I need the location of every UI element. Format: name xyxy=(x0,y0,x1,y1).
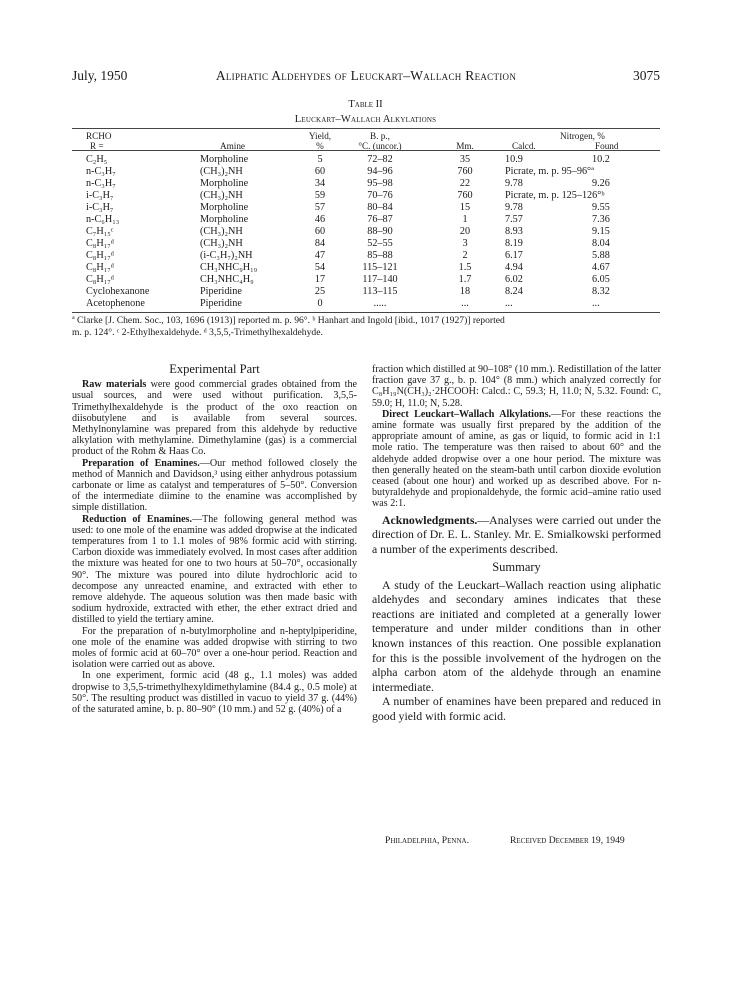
header-title: Aliphatic Aldehydes of Leuckart–Wallach Reaction xyxy=(215,68,517,83)
paragraph-fraction: fraction which distilled at 90–108° (10 mm.). Redistillation of the latter fraction gave 37 g., b. p. 104° (8 mm.) which analyzed correctly for C₈H₁₉N(CH₃)₂·2HCOOH: Calcd.: C, 59.3; H, 11.0; N, 5.32. Found: C, 59.0; H, 11.0; N, 5.28. xyxy=(372,364,661,409)
paragraph-text: —Our method followed closely the method of Mannich and Davidson,³ using either anhydrous potassium carbonate or lime as catalyst and temperatures of 5–50°. Conversion of the intermediate diimine to the enamine was accomplished by simple distillation. xyxy=(72,457,357,514)
table-number: Table II xyxy=(348,99,383,110)
table-cell-nitrogen-note: Picrate, m. p. 125–126°ᵇ xyxy=(505,190,605,201)
table-cell-bp: 70–76 xyxy=(367,190,393,201)
paragraph-butylmorpholine: For the preparation of n-butylmorpholine and n-heptylpiperidine, one mole of the enamine was added dropwise with stirring to two moles of formic acid at 60–70° over a one-hour period. Reaction and isolation were carried out as above. xyxy=(72,625,357,671)
table-cell-mm: 15 xyxy=(459,202,471,213)
table-cell-amine: Morpholine xyxy=(200,214,249,225)
section-heading-summary: Summary xyxy=(492,560,541,575)
table-cell-r: C₈H₁₇ᵈ xyxy=(86,238,114,249)
right-column xyxy=(372,364,661,724)
header-yield: Yield, xyxy=(308,131,332,141)
table-cell-r: i-C₃H₇ xyxy=(86,202,114,213)
table-cell-yield: 57 xyxy=(314,202,326,213)
header-date: July, 1950 xyxy=(72,68,128,83)
header-rcho: RCHO xyxy=(86,131,112,141)
table-cell-yield: 54 xyxy=(314,262,326,273)
header-bp: B. p., xyxy=(370,131,390,141)
table-cell-bp: 85–88 xyxy=(367,250,393,261)
table-cell-yield: 25 xyxy=(314,286,326,297)
section-heading-experimental: Experimental Part xyxy=(169,362,260,376)
table-cell-r: n-C₃H₇ xyxy=(86,178,116,189)
paragraph-lead: Reduction of Enamines. xyxy=(82,513,192,525)
table-cell-found: 4.67 xyxy=(592,262,610,273)
table-cell-r: C₂H₅ xyxy=(86,154,108,165)
table-cell-r: Acetophenone xyxy=(86,298,145,309)
table-cell-r: C₈H₁₇ᵈ xyxy=(86,274,114,285)
header-calcd: Calcd. xyxy=(512,141,536,151)
paragraph-summary-1: A study of the Leuckart–Wallach reaction using aliphatic aldehydes and secondary amines indicates that these reactions are initiated and completed at a generally lower temperature and under milder conditions than in other known instances of this reaction. One possible explanation for this is the possible involvement of the hydrogen on the alpha carbon atom of the aldehyde through an enamine intermediate. xyxy=(372,577,661,694)
table-cell-amine: (CH₃)₂NH xyxy=(200,190,243,201)
table-cell-yield: 46 xyxy=(314,214,326,225)
table-cell-bp: 115–121 xyxy=(362,262,398,273)
table-cell-amine: Piperidine xyxy=(200,286,242,297)
table-cell-mm: 3 xyxy=(462,238,468,249)
table-cell-mm: 760 xyxy=(457,166,473,177)
table-cell-calcd: 8.93 xyxy=(505,226,523,237)
table-cell-calcd: 6.02 xyxy=(505,274,523,285)
paragraph-one-experiment: In one experiment, formic acid (48 g., 1.1 moles) was added dropwise to 3,5,5-trimethylhexyldimethylamine (84.4 g., 0.5 mole) at 50°. The resulting product was distilled in vacuo to yield 37 g. (44%) of the saturated amine, b. p. 80–90° (10 mm.) and 52 g. (40%) of a xyxy=(72,670,357,716)
table-cell-bp: 76–87 xyxy=(367,214,393,225)
table-cell-calcd: 9.78 xyxy=(505,178,523,189)
paragraph-acknowledgments xyxy=(372,513,661,557)
table-cell-yield: 34 xyxy=(314,178,326,189)
table-cell-calcd: 8.24 xyxy=(505,286,523,297)
paragraph-reduction xyxy=(72,514,357,626)
table-cell-bp: 94–96 xyxy=(367,166,393,177)
table-cell-bp: 117–140 xyxy=(362,274,398,285)
table-footnote-2: m. p. 124°. ᶜ 2-Ethylhexaldehyde. ᵈ 3,5,5,-Trimethylhexaldehyde. xyxy=(72,327,323,338)
header-amine: Amine xyxy=(220,141,246,151)
signature-location: Philadelphia, Penna. xyxy=(385,835,469,846)
table-cell-found: 9.55 xyxy=(592,202,610,213)
table-cell-mm: 22 xyxy=(459,178,471,189)
table-cell-bp: 72–82 xyxy=(367,154,393,165)
table-footnote-1: ª Clarke [J. Chem. Soc., 103, 1696 (1913)] reported m. p. 96°. ᵇ Hanhart and Ingold [ibid., 1017 (1927)] reported xyxy=(72,315,505,326)
table-cell-calcd: 10.9 xyxy=(505,154,523,165)
table-cell-r: n-C₃H₇ xyxy=(86,166,116,177)
header-r: R = xyxy=(90,141,104,151)
paragraph-summary-2: A number of enamines have been prepared and reduced in good yield with formic acid. xyxy=(372,694,661,723)
table-cell-bp: 52–55 xyxy=(367,238,393,249)
paragraph-lead: Acknowledgments. xyxy=(382,512,478,527)
table-cell-amine: (CH₃)₂NH xyxy=(200,166,243,177)
table-cell-amine: Morpholine xyxy=(200,178,249,189)
table-cell-r: C₇H₁₅ᶜ xyxy=(86,226,114,237)
table-cell-amine: CH₃NHC₉H₁₉ xyxy=(200,262,258,273)
paragraph-lead: Direct Leuckart–Wallach Alkylations. xyxy=(382,408,552,420)
table-cell-found: 7.36 xyxy=(592,214,610,225)
table-cell-found: ... xyxy=(592,298,600,309)
table-cell-yield: 60 xyxy=(314,226,326,237)
table-cell-mm: 20 xyxy=(459,226,471,237)
table-cell-mm: 1 xyxy=(462,214,468,225)
table-cell-amine: (CH₃)₂NH xyxy=(200,238,243,249)
table-cell-found: 5.88 xyxy=(592,250,610,261)
table-cell-calcd: 6.17 xyxy=(505,250,523,261)
table-cell-amine: Morpholine xyxy=(200,202,249,213)
table-cell-mm: 1.7 xyxy=(458,274,472,285)
table-cell-yield: 47 xyxy=(314,250,326,261)
header-mm: Mm. xyxy=(456,141,474,151)
table-cell-mm: 2 xyxy=(462,250,468,261)
paragraph-text: —Analyses were carried out under the direction of Dr. E. L. Stanley. Mr. E. Smialkowski performed a number of the experiments described. xyxy=(372,512,661,556)
paragraph-text: were good commercial grades obtained from the usual sources, and were used without purification. 3,5,5-Trimethylhexaldehyde is the product of the oxo reaction on diisobutylene and is available from several sources. Methylnonylamine was prepared from this aldehyde by reductive alkylation with methylamine. Dimethylamine (gas) is a commercial product of the Rohm & Haas Co. xyxy=(72,379,358,458)
table-cell-yield: 84 xyxy=(314,238,326,249)
paragraph-direct-alkylations xyxy=(372,409,661,510)
paragraph-text: —For these reactions the amine formate was usually first prepared by the addition of the appropriate amount of amine, as gas or liquid, to formic acid in 1:1 mole ratio. The temperature was then raised to about 60° and the aldehyde added dropwise over a one hour period. The mixture was then generally heated on the steam-bath until carbon dioxide evolution ceased (about one hour) and worked up as described above. For n-butyraldehyde and propionaldehyde, the formic acid–amine ratio used was 2:1. xyxy=(372,408,661,510)
paragraph-preparation xyxy=(72,458,357,514)
table-cell-found: 9.15 xyxy=(592,226,610,237)
table-cell-amine: (CH₃)₂NH xyxy=(200,226,243,237)
header-nitrogen: Nitrogen, % xyxy=(560,131,605,141)
table-cell-found: 6.05 xyxy=(592,274,610,285)
table-cell-r: n-C₆H₁₃ xyxy=(86,214,120,225)
table-cell-mm: ... xyxy=(461,298,469,309)
table-cell-amine: Morpholine xyxy=(200,154,249,165)
table-cell-calcd: 8.19 xyxy=(505,238,523,249)
table-cell-mm: 760 xyxy=(457,190,473,201)
table-cell-mm: 1.5 xyxy=(458,262,472,273)
paragraph-raw-materials xyxy=(72,379,357,457)
running-header xyxy=(72,68,660,88)
paragraph-lead: Preparation of Enamines. xyxy=(82,457,200,469)
table-cell-bp: 80–84 xyxy=(367,202,393,213)
table-caption: Leuckart–Wallach Alkylations xyxy=(294,114,437,125)
table-cell-r: i-C₃H₇ xyxy=(86,190,114,201)
table-cell-r: C₈H₁₇ᵈ xyxy=(86,262,114,273)
table-cell-r: Cyclohexanone xyxy=(86,286,150,297)
paragraph-text: —The following general method was used: to one mole of the enamine was added dropwise at the indicated temperatures from 1 to 1.1 moles of 98% formic acid with stirring. Carbon dioxide was immediately evolved. In most cases after addition the mixture was heated for one to two hours at 50–70°, occasionally 90°. The mixture was poured into dilute hydrochloric acid to decompose any unreacted enamine, and extracted with ether to remove aldehyde. The aqueous solution was then made basic with sodium hydroxide, extracted with ether, the ether extract dried and distilled to yield the tertiary amine. xyxy=(72,513,357,626)
table-cell-r: C₈H₁₇ᵈ xyxy=(86,250,114,261)
table-cell-amine: CH₃NHC₄H₉ xyxy=(200,274,254,285)
table-cell-amine: (i-C₃H₇)₂NH xyxy=(200,250,253,261)
table-cell-yield: 17 xyxy=(314,274,326,285)
table-cell-found: 8.04 xyxy=(592,238,610,249)
table-cell-calcd: 9.78 xyxy=(505,202,523,213)
table-cell-calcd: 4.94 xyxy=(505,262,523,273)
table-cell-calcd: ... xyxy=(505,298,513,309)
table-cell-bp: 113–115 xyxy=(362,286,398,297)
table-header-rule xyxy=(72,150,660,151)
header-bp-unit: °C. (uncor.) xyxy=(358,141,402,151)
table-cell-bp: 88–90 xyxy=(367,226,393,237)
table-top-rule xyxy=(72,128,660,129)
header-yield-unit: % xyxy=(316,141,324,151)
table-bottom-rule xyxy=(72,312,660,313)
table-cell-found: 8.32 xyxy=(592,286,610,297)
table-cell-found: 10.2 xyxy=(592,154,610,165)
table-cell-calcd: 7.57 xyxy=(505,214,523,225)
table-cell-mm: 18 xyxy=(459,286,471,297)
table-cell-bp: ..... xyxy=(373,298,387,309)
paragraph-lead: Raw materials xyxy=(82,379,147,391)
left-column xyxy=(72,364,357,715)
table-cell-yield: 60 xyxy=(314,166,326,177)
table-cell-nitrogen-note: Picrate, m. p. 95–96°ª xyxy=(505,166,594,177)
signature-received: Received December 19, 1949 xyxy=(510,835,625,846)
table-cell-amine: Piperidine xyxy=(200,298,242,309)
page-number: 3075 xyxy=(633,68,660,83)
table-cell-yield: 0 xyxy=(317,298,323,309)
table-cell-found: 9.26 xyxy=(592,178,610,189)
table-cell-bp: 95–98 xyxy=(367,178,393,189)
table-cell-yield: 59 xyxy=(314,190,326,201)
header-found: Found xyxy=(595,141,619,151)
table-cell-mm: 35 xyxy=(459,154,471,165)
table-cell-yield: 5 xyxy=(317,154,323,165)
